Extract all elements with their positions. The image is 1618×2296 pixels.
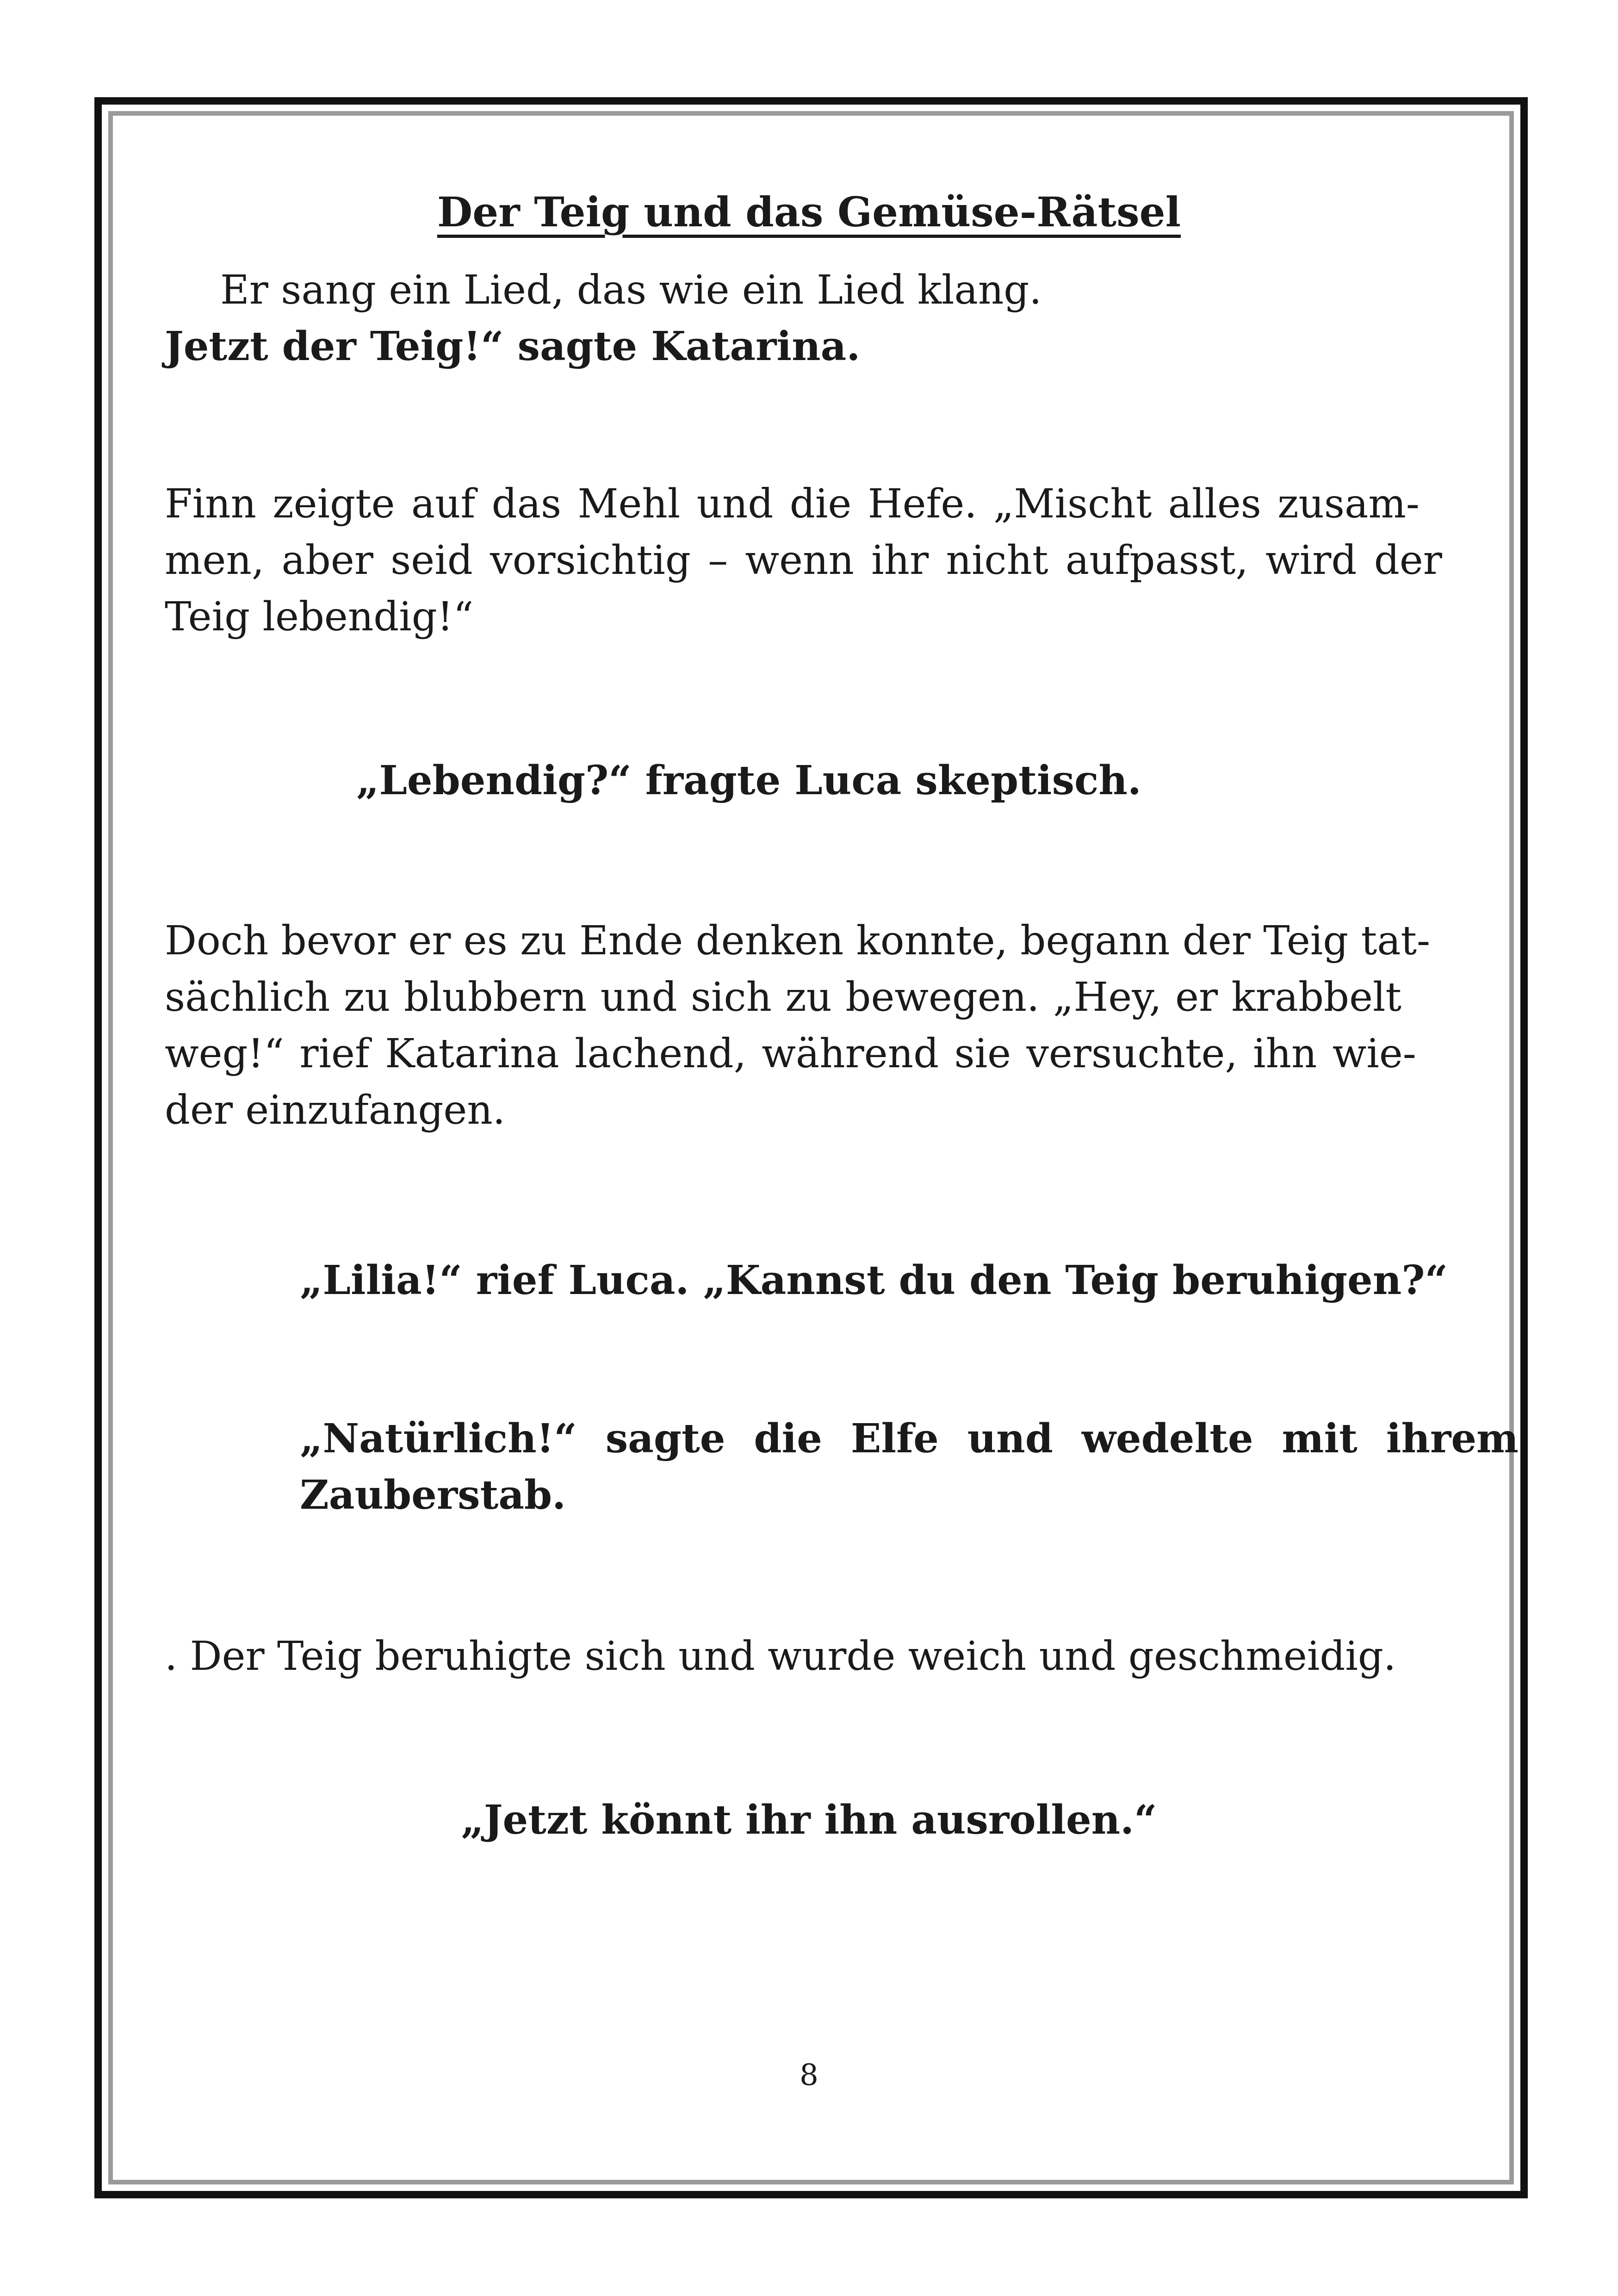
page-border: [94, 97, 1528, 2198]
chapter-title: [0, 189, 1618, 236]
text-line: Jetzt der Teig!“ sagte Katarina.: [165, 323, 861, 370]
dialogue-line: „Jetzt könnt ihr ihn ausrollen.“: [461, 1797, 1157, 1843]
dialogue-line: „Lilia!“ rief Luca. „Kannst du den Teig beruhigen?“: [300, 1257, 1448, 1304]
text-line: Finn zeigte auf das Mehl und die Hefe. „Mischt alles zusam-: [165, 481, 1420, 527]
text-line: men, aber seid vorsichtig – wenn ihr nicht aufpasst, wird der: [165, 537, 1442, 584]
dialogue-line: „Natürlich!“ sagte die Elfe und wedelte mit ihrem: [300, 1415, 1519, 1462]
text-line: Teig lebendig!“: [165, 594, 474, 640]
chapter-title-text: Der Teig und das Gemüse-Rätsel: [437, 188, 1181, 236]
text-line: Doch bevor er es zu Ende denken konnte, begann der Teig tat-: [165, 918, 1431, 964]
page-border-inner: [108, 111, 1514, 2184]
dialogue-line: „Lebendig?“ fragte Luca skeptisch.: [356, 757, 1141, 804]
text-line: . Der Teig beruhigte sich und wurde weich und geschmeidig.: [165, 1633, 1396, 1680]
text-line: der einzufangen.: [165, 1087, 506, 1133]
dialogue-line: Zauberstab.: [300, 1472, 566, 1518]
text-line: Er sang ein Lied, das wie ein Lied klang.: [220, 267, 1042, 313]
page-number: 8: [800, 2058, 818, 2092]
text-line: weg!“ rief Katarina lachend, während sie versuchte, ihn wie-: [165, 1031, 1416, 1077]
text-line: sächlich zu blubbern und sich zu bewegen. „Hey, er krabbelt: [165, 974, 1402, 1020]
